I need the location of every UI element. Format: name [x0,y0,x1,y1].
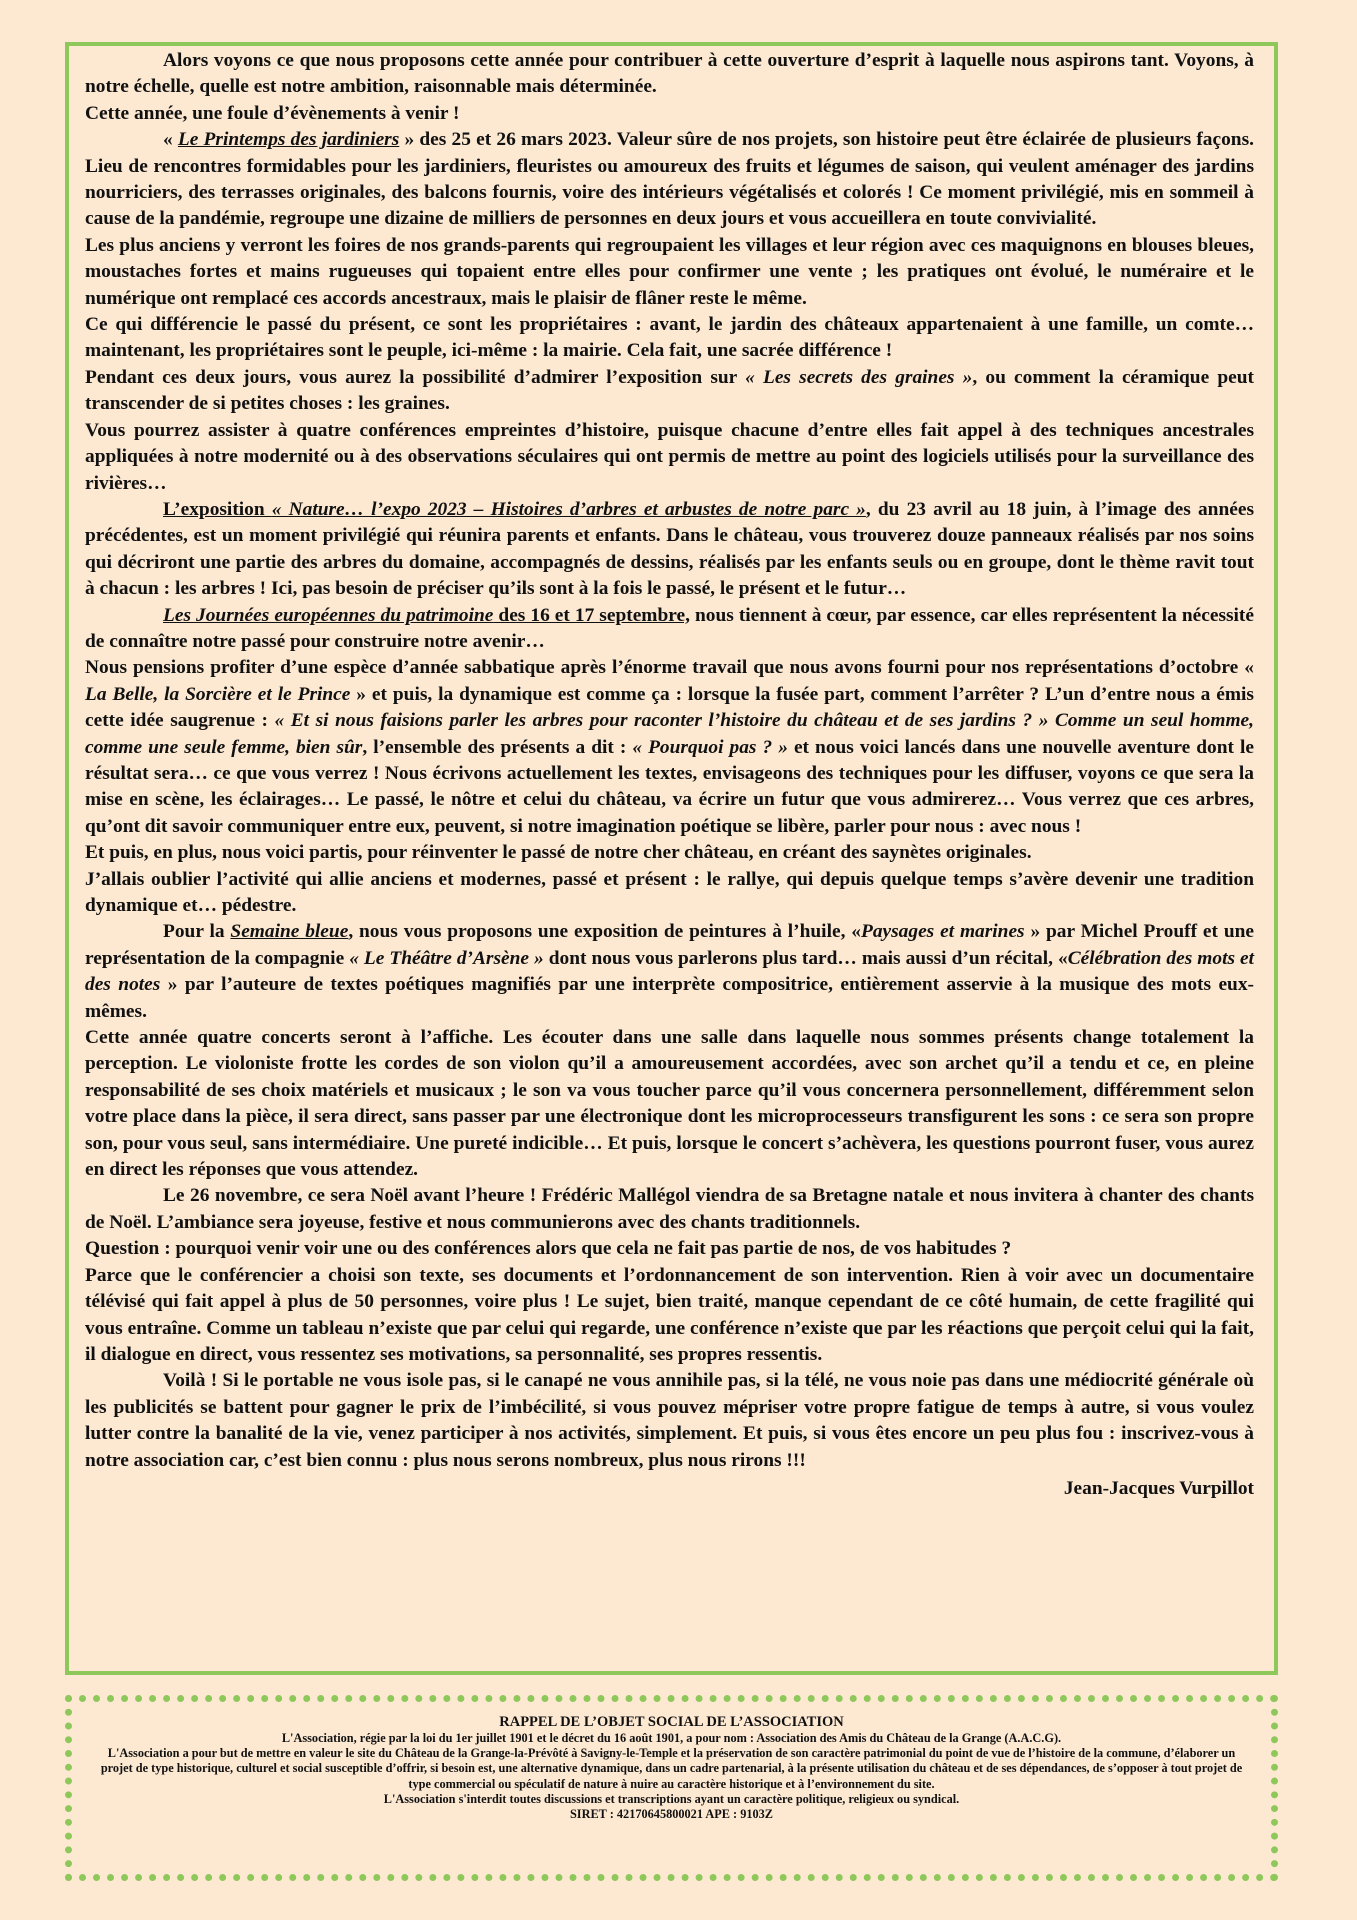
paragraph-text: » par Michel Prouff et une représentation de la compagnie [85,921,1255,969]
show-title-belle: La Belle, la Sorcière et le Prince [85,683,351,705]
paragraph-concerts: Cette année quatre concerts seront à l’affiche. Les écouter dans une salle dans laquelle nous sommes présents change totalement la perception. Le violoniste frotte les cordes de son violon qu’il a amoureusement accordées, avec son archet qu’il a tendu et ce, en pleine responsabilité de ses choix matériels et musicaux ; le son va vous toucher parce qu’il vous concernera personnellement, différemment selon votre place dans la pièce, il sera direct, sans passer par une électronique dont les microprocesseurs transfigurent les sons : ce sera son propre son, pour vous seul, sans intermédiaire. Une pureté indicible… Et puis, lorsque le concert s’achèvera, les questions pourront fuser, vous aurez en direct les réponses que vous attendez. [85,1027,1254,1181]
association-reminder-box [65,1695,1278,1881]
paragraph-foires: Les plus anciens y verront les foires de nos grands-parents qui regroupaient les villages et leur région avec ces maquignons en blouses bleues, moustaches fortes et mains rugueuses qui topaient entre elles pour confirmer une vente ; les pratiques ont évolué, le numéraire et le numérique ont remplacé ces accords ancestraux, mais le plaisir de flâner reste le même. [85,234,1254,309]
exhibit-title-paysages: Paysages et marines [860,921,1025,943]
paragraph-text: , l’ensemble des présents a dit : [362,736,633,758]
company-title-arsene: « Le Théâtre d’Arsène » [349,947,544,969]
event-title-semaine-bleue: Semaine bleue [230,921,349,943]
paragraph-text: , du 23 avril au 18 juin, à l’image des années précédentes, est un moment privilégié qui réunira parents et enfants. Dans le château, vous trouverez douze panneaux réalisés par nos soins qui décriront une partie des arbres du domaine, accompagnés de dessins, réalisés par les enfants seuls ou en groupe, dont le thème ravit tout à chacun : les arbres ! Ici, pas besoin de préciser qu’ils sont à la fois le passé, le présent et le futur… [85,498,1254,600]
paragraph-semaine-bleue [85,919,1254,1025]
paragraph-text: nous tiennent à cœur, par essence, car elles représentent la nécessité de connaître notre passé pour construire notre avenir… [85,604,1254,652]
paragraph-text: » et puis, la dynamique est comme ça : lorsque la fusée part, comment l’arrêter ? L’un d’entre nous a émis cette idée saugrenue : [85,683,1254,732]
paragraph-text: Pendant ces deux jours, vous aurez la possibilité d’admirer l’exposition sur [85,366,746,388]
reminder-line-name: L'Association, régie par la loi du 1er juillet 1901 et le décret du 16 août 1901, a pour nom : Association des Amis du Château de la Grange (A.A.C.G). [281,1731,1062,1745]
quote-pourquoi: « Pourquoi pas ? » [632,736,788,758]
paragraph-expo-nature [85,497,1254,603]
paragraph-text: , ou comment la céramique peut transcender de si petites choses : les graines. [85,366,1254,415]
paragraph-conferencier: Parce que le conférencier a choisi son texte, ses documents et l’ordonnancement de son intervention. Rien à voir avec un documentaire télévisé qui fait appel à plus de 50 personnes, voire plus ! Le sujet, bien traité, manque cependant de ce côté humain, de cette fragilité qui vous entraîne. Comme un tableau n’existe que par celui qui regarde, une conférence n’existe que par les réactions que perçoit celui qui la fait, il dialogue en direct, vous ressentez ses motivations, sa personnalité, ses propres ressentis. [85,1264,1254,1365]
recital-title: Célébration des mots et des notes [85,947,1255,996]
article-box [65,42,1278,1675]
paragraph-text: Nous pensions profiter d’une espèce d’année sabbatique après l’énorme travail que nous avons fourni pour nos représentations d’octobre « [85,657,1254,679]
reminder-siret: SIRET : 42170645800021 APE : 9103Z [569,1807,774,1822]
reminder-line-politics: L'Association s'interdit toutes discussions et transcriptions ayant un caractère politique, religieux ou syndical. [383,1791,960,1806]
paragraph-proprietaires: Ce qui différencie le passé du présent, ce sont les propriétaires : avant, le jardin des châteaux appartenaient à une famille, un comte… maintenant, les propriétaires sont le peuple, ici-même : la mairie. Cela fait, une sacrée différence ! [85,314,1254,362]
paragraph-text: L’exposition [163,498,272,520]
reminder-title: RAPPEL DE L’OBJET SOCIAL DE L’ASSOCIATION [499,1714,844,1730]
quote-open: « [163,129,178,151]
paragraph-text: et nous voici lancés dans une nouvelle aventure dont le résultat sera… ce que vous verrez ! Nous écrivons actuellement les textes, envisageons des techniques pour les diffuser, voyons ce que sera la mise en scène, les éclairages… Le passé, le nôtre et celui du château, va écrire un futur que vous admirerez… Vous verrez que ces arbres, qu’ont dit savoir communiquer entre eux, peuvent, si notre imagination poétique se libère, parler pour nous : avec nous ! [85,736,1254,837]
paragraph-saynetes: Et puis, en plus, nous voici partis, pour réinventer le passé de notre cher château, en créant des saynètes originales. [85,842,1032,864]
exhibit-title-nature: « Nature… l’expo 2023 – Histoires d’arbres et arbustes de notre parc » [271,498,866,520]
paragraph-text: » des 25 et 26 mars 2023. Valeur sûre de nos projets, son histoire peut être éclairée de plusieurs façons. Lieu de rencontres formidables pour les jardiniers, fleuristes ou amoureux des fruits et légumes de saison, qui veulent aménager des jardins nourriciers, des terrasses originales, des balcons fournis, voire des intérieurs végétalisés et colorés ! Ce moment privilégié, mis en sommeil à cause de la pandémie, regroupe une dizaine de milliers de personnes en deux jours et vous accueillera en toute convivialité. [85,129,1254,230]
event-dates-patrimoine: des 16 et 17 septembre, [493,604,690,626]
paragraph-noel: Le 26 novembre, ce sera Noël avant l’heure ! Frédéric Mallégol viendra de sa Bretagne natale et nous invitera à chanter des chants de Noël. L’ambiance sera joyeuse, festive et nous communierons avec des chants traditionnels. [85,1185,1254,1233]
paragraph-intro: Alors voyons ce que nous proposons cette année pour contribuer à cette ouverture d’esprit à laquelle nous aspirons tant. Voyons, à notre échelle, quelle est notre ambition, raisonnable mais déterminée. [85,50,1254,98]
paragraph-arbres-projet [85,655,1254,840]
signature: Jean-Jacques Vurpillot [1063,1477,1254,1499]
exhibit-title-graines: « Les secrets des graines » [745,366,973,388]
quote-idea: « Et si nous faisions parler les arbres pour raconter l’histoire du château et de ses jardins ? » Comme un seul homme, comme une seule femme, bien sûr [85,710,1254,758]
paragraph-conclusion: Voilà ! Si le portable ne vous isole pas, si le canapé ne vous annihile pas, si la télé, ne vous noie pas dans une médiocrité générale où les publicités se battent pour gagner le prix de l’imbécilité, si vous pouvez mépriser votre propre fatigue de temps à autre, si vous voulez lutter contre la banalité de la vie, venez participer à nos activités, simplement. Et puis, si vous êtes encore un peu plus fou : inscrivez-vous à notre association car, c’est bien connu : plus nous serons nombreux, plus nous rirons !!! [85,1370,1254,1471]
event-title-patrimoine: Les Journées européennes du patrimoine [163,604,494,626]
paragraph-text: » par l’auteure de textes poétiques magnifiés par une interprète compositrice, entièrement asservie à la musique des mots eux-mêmes. [85,974,1254,1022]
paragraph-question: Question : pourquoi venir voir une ou des conférences alors que cela ne fait pas partie de nos, de vos habitudes ? [85,1238,1012,1260]
paragraph-text: , nous vous proposons une exposition de peintures à l’huile, « [348,921,861,943]
paragraph-text: dont nous vous parlerons plus tard… mais aussi d’un récital, « [543,947,1068,969]
reminder-line-purpose: L'Association a pour but de mettre en valeur le site du Château de la Grange-la-Prévôté à Savigny-le-Temple et la préservation de son caractère patrimonial du point de vue de l’histoire de la commune, d’élaborer un projet de type historique, culturel et social susceptible d’offrir, si besoin est, une alternative dynamique, dans un cadre partenarial, à la présente utilisation du château et de ses dépendances, de s’opposer à tout projet de type commercial ou spéculatif de nature à nuire au caractère historique et à l’environnement du site. [100,1746,1243,1791]
event-title-printemps: Le Printemps des jardiniers [177,129,400,151]
paragraph-graines [85,365,1254,418]
paragraph-rallye: J’allais oublier l’activité qui allie anciens et modernes, passé et présent : le rallye, qui depuis quelque temps s’avère devenir une tradition dynamique et… pédestre. [85,868,1254,916]
paragraph-patrimoine [85,603,1254,656]
paragraph-text: Pour la [163,921,231,943]
paragraph-printemps [85,127,1254,233]
paragraph-conferences: Vous pourrez assister à quatre conférences empreintes d’histoire, puisque chacune d’entre elles fait appel à des techniques ancestrales appliquées à notre modernité ou à des observations séculaires qui ont permis de mettre au point des logiciels utilisés pour la surveillance des rivières… [85,419,1254,494]
paragraph-events-intro: Cette année, une foule d’évènements à venir ! [85,102,460,124]
